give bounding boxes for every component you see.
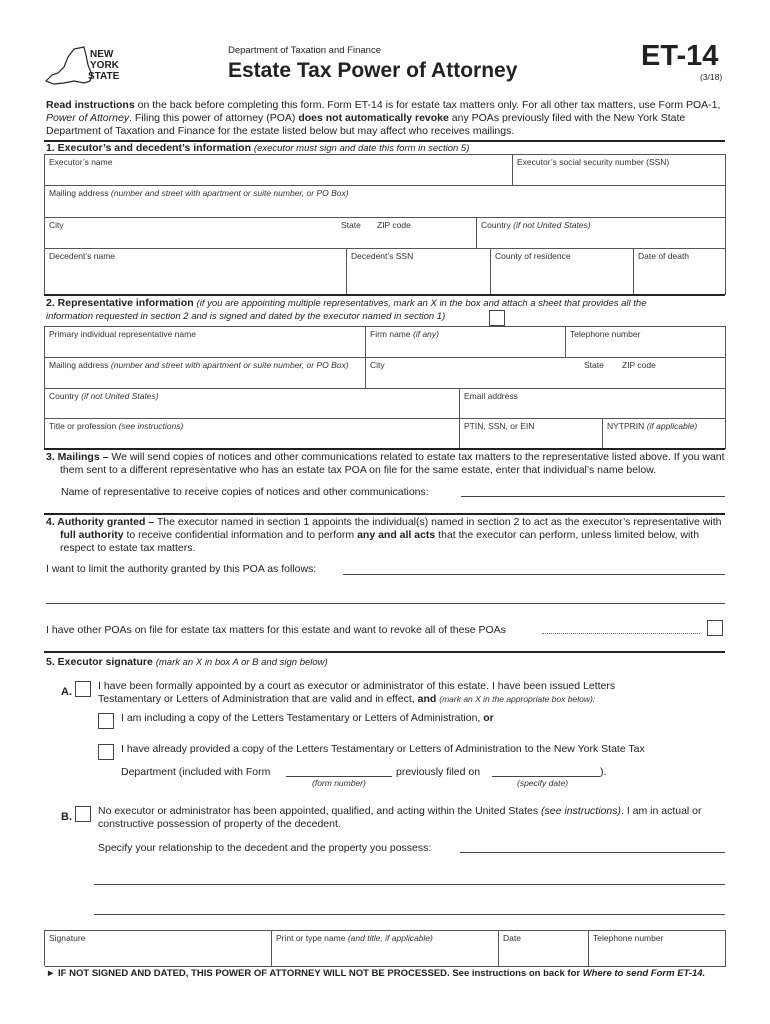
intro-does-not-revoke: does not automatically revoke — [298, 112, 449, 124]
rep-mailing-address-field[interactable] — [45, 358, 366, 389]
section2-grid — [44, 326, 726, 448]
option-a-label: A. — [61, 686, 72, 698]
section4-any-and-all-acts: any and all acts — [357, 529, 436, 541]
rep-nytprin-note: (if applicable) — [646, 421, 698, 431]
executor-mailing-address-field[interactable] — [45, 186, 726, 218]
rep-nytprin-label: NYTPRIN — [607, 421, 645, 431]
state-name-line2: YORK — [90, 60, 119, 71]
executor-ssn-label: Executor’s social security number (SSN) — [517, 157, 670, 167]
revoke-leader-dots — [542, 633, 700, 634]
print-name-note: (and title, if applicable) — [347, 933, 433, 943]
mailing-address-note: (number and street with apartment or suite number, or PO Box) — [110, 188, 349, 198]
rep-city-field[interactable] — [366, 358, 726, 389]
option-b-text2: . I am in actual or constructive possession of property of the decedent. — [98, 805, 702, 830]
signature-telephone-field[interactable] — [589, 931, 726, 967]
print-name-label: Print or type name — [276, 933, 346, 943]
section5-note: (mark an X in box A or B and sign below) — [155, 657, 328, 668]
limit-authority-line-1[interactable] — [343, 574, 725, 575]
footer-arrow-icon: ► — [46, 968, 56, 979]
section3-title: 3. Mailings – — [46, 451, 109, 463]
section4-title: 4. Authority granted – — [46, 516, 155, 528]
option-a2-text4: ). — [600, 766, 607, 778]
signature-grid — [44, 930, 726, 966]
decedent-name-field[interactable] — [45, 249, 347, 295]
relationship-line-2[interactable] — [94, 884, 725, 885]
state-name-line3: STATE — [88, 71, 120, 82]
rep-country-field[interactable] — [45, 389, 460, 419]
state-name-line1: NEW — [90, 49, 114, 60]
section5-title — [46, 656, 328, 668]
section1-grid — [44, 154, 726, 294]
footer-where-to-send: Where to send Form ET-14. — [582, 968, 706, 979]
section4-text1: The executor named in section 1 appoints the individual(s) named in section 2 to act as the executor’s representative with — [154, 516, 722, 528]
section3-rep-input-line[interactable] — [461, 496, 725, 497]
executor-name-label: Executor’s name — [49, 157, 113, 167]
section4-rule — [44, 513, 725, 515]
signature-date-field[interactable] — [499, 931, 589, 967]
signature-telephone-label: Telephone number — [593, 933, 664, 943]
form-number-note: (form number) — [312, 778, 366, 788]
signature-label: Signature — [49, 933, 86, 943]
revoke-poas-label: I have other POAs on file for estate tax matters for this estate and want to revoke all of these POAs — [46, 624, 506, 636]
relationship-label: Specify your relationship to the decedent and the property you possess: — [98, 842, 432, 854]
form-revision: (3/18) — [700, 72, 723, 82]
decedent-name-label: Decedent’s name — [49, 251, 115, 261]
zip-label: ZIP code — [377, 220, 411, 230]
intro-text-1: on the back before completing this form. Form ET-14 is for estate tax matters only. For all other tax matters, use Form POA-1, — [134, 99, 721, 111]
section3-rule — [44, 448, 725, 450]
state-label: State — [341, 220, 361, 230]
section1-title-text: 1. Executor’s and decedent’s information — [46, 142, 251, 154]
signature-date-label: Date — [503, 933, 521, 943]
country-note: (if not United States) — [513, 220, 591, 230]
rep-mailing-address-note: (number and street with apartment or suite number, or PO Box) — [110, 360, 349, 370]
specify-date-line[interactable] — [492, 776, 600, 777]
option-b-checkbox[interactable] — [75, 806, 91, 822]
section2-title — [46, 297, 696, 323]
section5-title-text: 5. Executor signature — [46, 656, 153, 668]
specify-date-note: (specify date) — [517, 778, 569, 788]
option-b-note: (see instructions) — [541, 805, 621, 817]
rep-ptin-field[interactable] — [460, 419, 603, 449]
section2-note: (if you are appointing multiple representatives, mark an X in the box and attach a sheet that provides all the information requested in section 2 and is signed and dated by the executor named in section 1) — [46, 298, 647, 322]
option-a1-checkbox[interactable] — [98, 713, 114, 729]
primary-rep-name-field[interactable] — [45, 327, 366, 358]
county-label: County of residence — [495, 251, 571, 261]
firm-name-label: Firm name — [370, 329, 411, 339]
section1-title — [46, 142, 469, 154]
option-a-checkbox[interactable] — [75, 681, 91, 697]
section3-paragraph — [46, 451, 726, 477]
revoke-poas-checkbox[interactable] — [707, 620, 723, 636]
limit-authority-line-2[interactable] — [46, 603, 725, 604]
option-b-text — [98, 805, 726, 831]
intro-poa1: Power of Attorney — [46, 112, 130, 124]
decedent-ssn-field[interactable] — [347, 249, 491, 295]
rep-country-label: Country — [49, 391, 79, 401]
footer-note — [46, 968, 705, 979]
option-a1-or: or — [483, 712, 494, 724]
rep-title-note: (see instructions) — [118, 421, 184, 431]
executor-ssn-field[interactable] — [513, 155, 726, 186]
section4-text5: that the executor can perform, unless limited below, with respect to estate tax matters. — [60, 529, 700, 554]
rep-country-note: (if not United States) — [81, 391, 159, 401]
option-a-and: and — [417, 693, 437, 705]
department-label: Department of Taxation and Finance — [228, 45, 381, 56]
section1-note: (executor must sign and date this form in section 5) — [253, 143, 470, 154]
option-a2-text3: previously filed on — [396, 766, 481, 778]
date-of-death-label: Date of death — [638, 251, 690, 261]
option-b-text1: No executor or administrator has been appointed, qualified, and acting within the United States — [98, 805, 542, 817]
rep-email-label: Email address — [464, 391, 518, 401]
date-of-death-field[interactable] — [634, 249, 726, 295]
rep-email-field[interactable] — [460, 389, 726, 419]
limit-authority-label: I want to limit the authority granted by this POA as follows: — [46, 563, 317, 575]
rep-title-field[interactable] — [45, 419, 460, 449]
section4-full-authority: full authority — [60, 529, 124, 541]
section2-title-text: 2. Representative information — [46, 297, 194, 309]
executor-country-field[interactable] — [476, 218, 726, 249]
form-number-line[interactable] — [286, 776, 392, 777]
footer-text2: See instructions on back for — [449, 968, 583, 979]
form-id: ET-14 — [641, 40, 719, 72]
option-a1-text — [121, 712, 494, 725]
option-a2-text1: I have already provided a copy of the Letters Testamentary or Letters of Administration to the New York State Tax — [121, 743, 645, 755]
option-a2-text2: Department (included with Form — [121, 766, 271, 778]
section4-text3: to receive confidential information and to perform — [123, 529, 358, 541]
multiple-representatives-checkbox[interactable] — [489, 310, 505, 326]
option-a2-checkbox[interactable] — [98, 744, 114, 760]
section3-text: We will send copies of notices and other communications related to estate tax matters to the representative listed above. If you want them sent to a different representative who has an estate tax POA on file for the same estate, enter that individual’s name below. — [60, 451, 725, 476]
firm-name-field[interactable] — [366, 327, 566, 358]
decedent-ssn-label: Decedent’s SSN — [351, 251, 414, 261]
county-of-residence-field[interactable] — [491, 249, 634, 295]
relationship-line-1[interactable] — [460, 852, 725, 853]
executor-name-field[interactable] — [45, 155, 513, 186]
section4-paragraph — [46, 516, 726, 555]
section5-rule — [44, 651, 725, 653]
intro-paragraph — [46, 99, 726, 138]
rep-zip-label: ZIP code — [622, 360, 656, 370]
rep-mailing-address-label: Mailing address — [49, 360, 109, 370]
executor-city-field[interactable] — [45, 218, 476, 249]
city-label: City — [49, 220, 64, 230]
section3-rep-label: Name of representative to receive copies of notices and other communications: — [61, 486, 429, 498]
option-b-label: B. — [61, 811, 72, 823]
country-label: Country — [481, 220, 511, 230]
mailing-address-label: Mailing address — [49, 188, 109, 198]
option-a-text — [98, 680, 658, 706]
option-a-text1: I have been formally appointed by a court as executor or administrator of this estate. I have been issued Letters Testamentary or Letters of Administration that are valid and in effect, — [98, 680, 616, 705]
firm-name-note: (if any) — [413, 329, 439, 339]
rep-telephone-label: Telephone number — [570, 329, 641, 339]
section2-rule — [44, 294, 725, 296]
relationship-line-3[interactable] — [94, 914, 725, 915]
rep-telephone-field[interactable] — [566, 327, 726, 358]
signature-field[interactable] — [45, 931, 272, 967]
footer-warning: IF NOT SIGNED AND DATED, THIS POWER OF ATTORNEY WILL NOT BE PROCESSED. — [58, 968, 450, 979]
page-title: Estate Tax Power of Attorney — [228, 59, 518, 82]
rep-state-label: State — [584, 360, 604, 370]
intro-read: Read instructions — [46, 99, 135, 111]
rep-city-label: City — [370, 360, 385, 370]
rep-nytprin-field[interactable] — [603, 419, 726, 449]
option-a1-text1: I am including a copy of the Letters Testamentary or Letters of Administration, — [121, 712, 484, 724]
primary-rep-label: Primary individual representative name — [49, 329, 196, 339]
print-name-field[interactable] — [272, 931, 499, 967]
intro-text-2: . Filing this power of attorney (POA) — [129, 112, 299, 124]
rep-ptin-label: PTIN, SSN, or EIN — [464, 421, 535, 431]
rep-title-label: Title or profession — [49, 421, 117, 431]
intro-text-3: any POAs previously filed with the New York State Department of Taxation and Finance for the estate listed below but may affect who receives mailings. — [46, 112, 686, 137]
option-a-note: (mark an X in the appropriate box below): — [439, 694, 596, 704]
